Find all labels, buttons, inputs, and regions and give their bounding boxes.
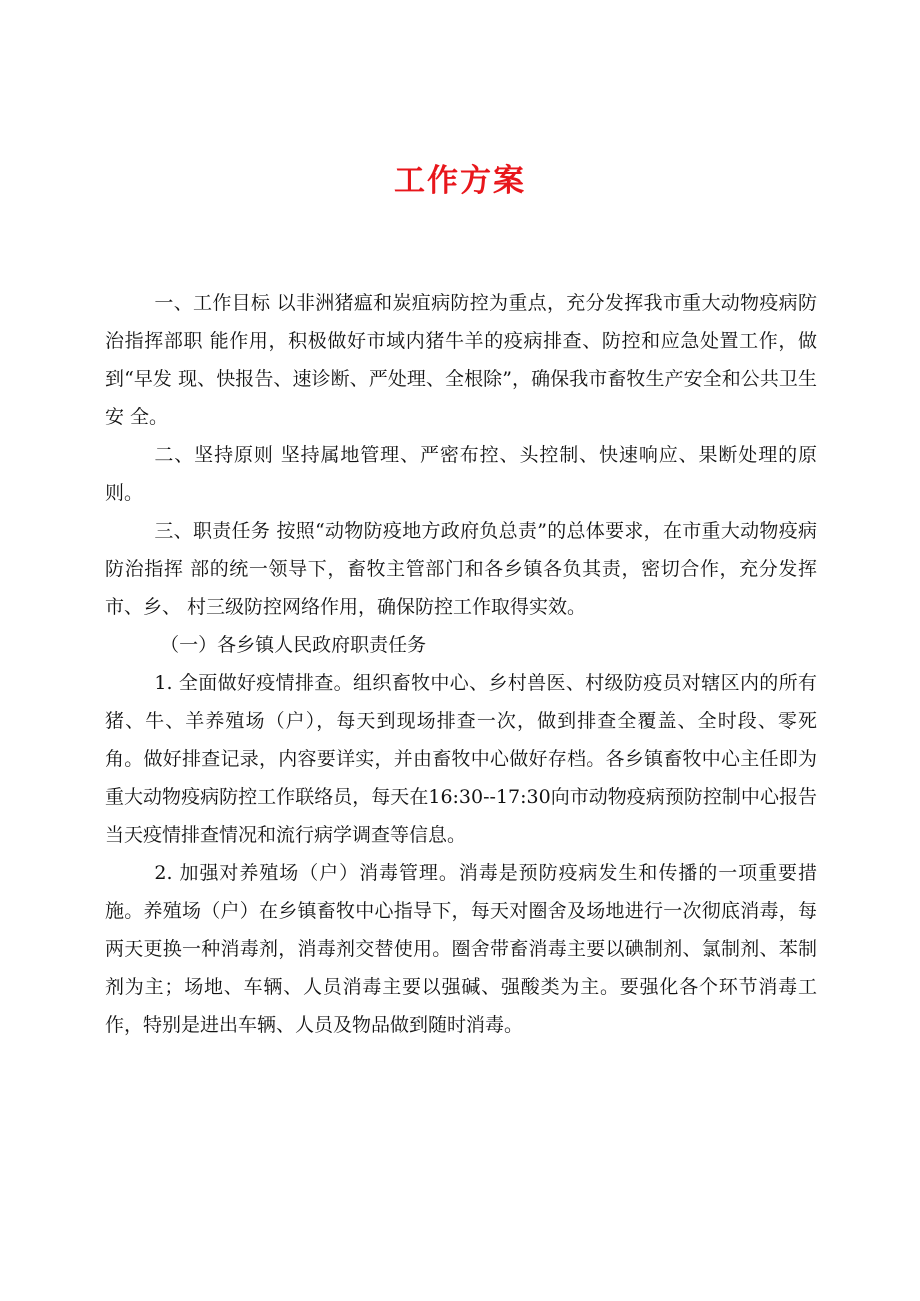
paragraph-principles: 二、坚持原则 坚持属地管理、严密布控、头控制、快速响应、果断处理的原则。: [105, 444, 817, 504]
document-body: [105, 284, 817, 1044]
paragraph-responsibilities: 三、职责任务 按照“动物防疫地方政府负总责”的总体要求，在市重大动物疫病防治指挥 部的统一领导下，畜牧主管部门和各乡镇各负其责，密切合作，充分发挥市、乡、 村三级防控网络作用，确保防控工作取得实效。: [105, 520, 817, 618]
document-title: 工作方案: [394, 163, 526, 199]
paragraph-epidemic-screening: 1. 全面做好疫情排查。组织畜牧中心、乡村兽医、村级防疫员对辖区内的所有猪、牛、羊养殖场（户），每天到现场排查一次，做到排查全覆盖、全时段、零死角。做好排查记录，内容要详实，并由畜牧中心做好存档。各乡镇畜牧中心主任即为重大动物疫病防控工作联络员，每天在16:30--17:30向市动物疫病预防控制中心报告当天疫情排查情况和流行病学调查等信息。: [105, 672, 817, 846]
section-heading-township-duties: （一）各乡镇人民政府职责任务: [160, 634, 427, 656]
paragraph-work-goal: 一、工作目标 以非洲猪瘟和炭疽病防控为重点，充分发挥我市重大动物疫病防治指挥部职 能作用，积极做好市域内猪牛羊的疫病排查、防控和应急处置工作，做到“早发 现、快报告、速诊断、严处理、全根除”，确保我市畜牧生产安全和公共卫生安 全。: [105, 292, 817, 428]
paragraph-disinfection-management: 2. 加强对养殖场（户）消毒管理。消毒是预防疫病发生和传播的一项重要措施。养殖场（户）在乡镇畜牧中心指导下，每天对圈舍及场地进行一次彻底消毒，每两天更换一种消毒剂，消毒剂交替使用。圈舍带畜消毒主要以碘制剂、氯制剂、苯制剂为主；场地、车辆、人员消毒主要以强碱、强酸类为主。要强化各个环节消毒工作，特别是进出车辆、人员及物品做到随时消毒。: [105, 862, 817, 1036]
